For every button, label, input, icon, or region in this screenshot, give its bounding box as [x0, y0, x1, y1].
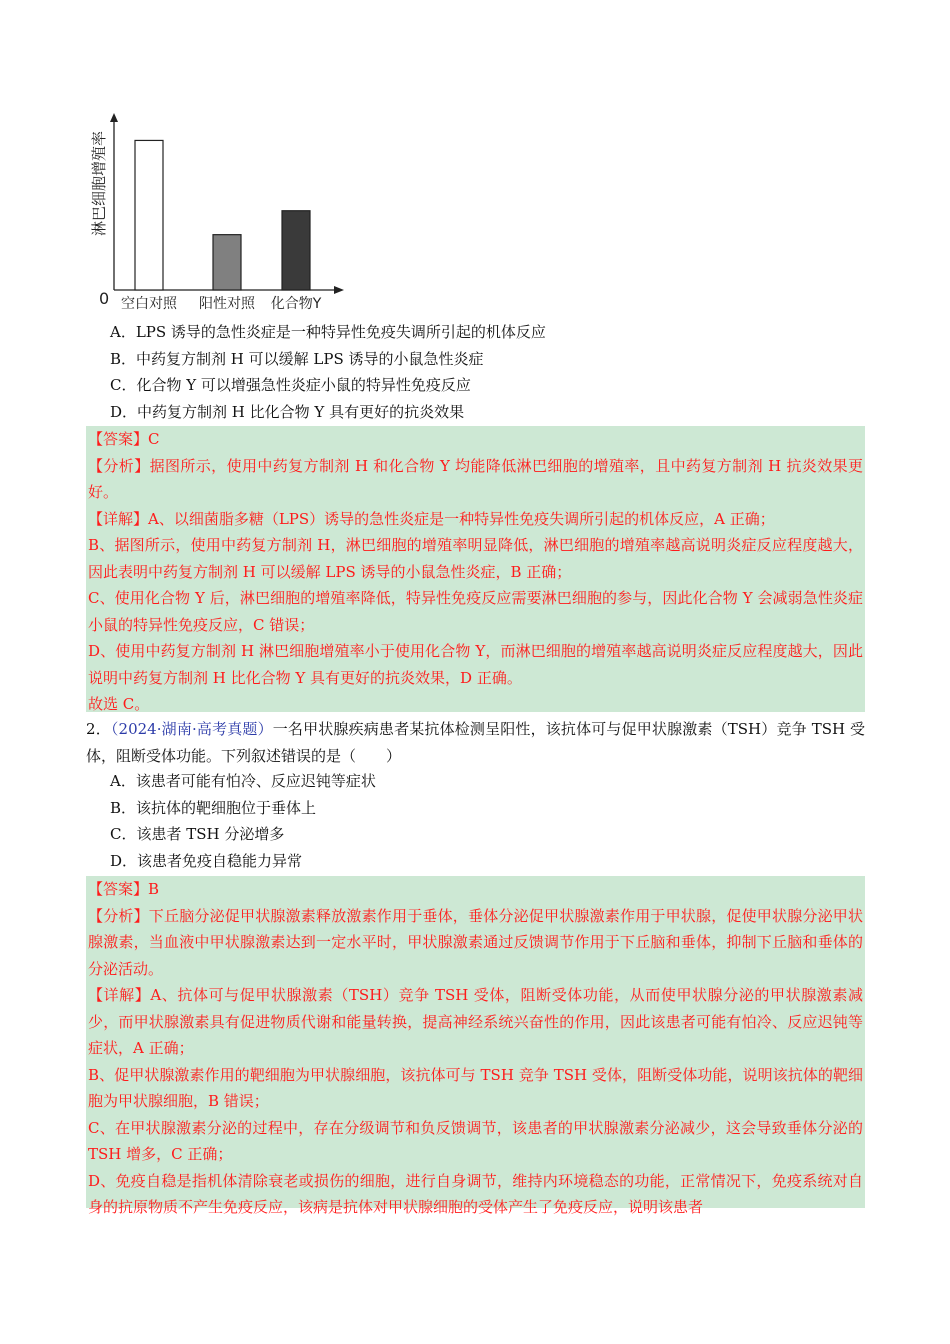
q1-detail-b: B、据图所示，使用中药复方制剂 H，淋巴细胞的增殖率明显降低，淋巴细胞的增殖率越高说明炎症反应程度越大，因此表明中药复方制剂 H 可以缓解 LPS 诱导的小鼠急性炎症，B 正确； — [88, 536, 863, 581]
q1-detail-c: C、使用化合物 Y 后，淋巴细胞的增殖率降低，特异性免疫反应需要淋巴细胞的参与，因此化合物 Y 会减弱急性炎症小鼠的特异性免疫反应，C 错误； — [88, 589, 863, 634]
q1-option-c: C．化合物 Y 可以增强急性炎症小鼠的特异性免疫反应 — [110, 376, 471, 394]
bar-1 — [135, 140, 163, 290]
q2-option-c: C．该患者 TSH 分泌增多 — [110, 825, 285, 843]
bar-2 — [213, 235, 241, 290]
x-tick-label-1: 空白对照 — [121, 296, 177, 312]
q2-stem-text: 一名甲状腺疾病患者某抗体检测呈阳性，该抗体可与促甲状腺激素（TSH）竞争 TSH 受体，阻断受体功能。下列叙述错误的是（ ） — [86, 720, 866, 765]
y-axis-label: 淋巴细胞增殖率 — [90, 130, 108, 236]
zero-label: 0 — [99, 289, 110, 308]
bar-chart — [86, 112, 366, 322]
q2-detail-c: C、在甲状腺激素分泌的过程中，存在分级调节和负反馈调节，该患者的甲状腺激素分泌减少，这会导致垂体分泌的 TSH 增多，C 正确； — [88, 1118, 863, 1163]
q2-option-a: A．该患者可能有怕冷、反应迟钝等症状 — [110, 772, 376, 790]
q2-detail-a: 【详解】A、抗体可与促甲状腺激素（TSH）竞争 TSH 受体，阻断受体功能，从而使甲状腺分泌的甲状腺激素减少，而甲状腺激素具有促进物质代谢和能量转换，提高神经系统兴奋性的作用，因此该患者可能有怕冷、反应迟钝等症状，A 正确； — [88, 986, 863, 1057]
bar-3 — [282, 211, 310, 290]
q2-stem — [86, 716, 865, 769]
q2-answer: 【答案】B — [88, 880, 160, 898]
q2-options — [110, 768, 376, 874]
chart-svg — [86, 112, 366, 322]
q2-source: （2024·湖南·高考真题） — [110, 720, 273, 738]
q1-options — [110, 319, 546, 425]
q1-option-a: A．LPS 诱导的急性炎症是一种特异性免疫失调所引起的机体反应 — [110, 323, 546, 341]
q1-answer: 【答案】C — [88, 430, 160, 448]
q1-option-d: D．中药复方制剂 H 比化合物 Y 具有更好的抗炎效果 — [110, 402, 465, 421]
q1-analysis: 【分析】据图所示，使用中药复方制剂 H 和化合物 Y 均能降低淋巴细胞的增殖率，且中药复方制剂 H 抗炎效果更好。 — [88, 456, 863, 501]
q1-conclusion: 故选 C。 — [88, 695, 150, 713]
x-tick-label-2: 阳性对照 — [199, 296, 255, 312]
q2-option-b: B．该抗体的靶细胞位于垂体上 — [110, 798, 317, 817]
q2-answer-box — [86, 876, 865, 1216]
q2-number: 2． — [86, 720, 111, 738]
q2-detail-d: D、免疫自稳是指机体清除衰老或损伤的细胞，进行自身调节，维持内环境稳态的功能，正常情况下，免疫系统对自身的抗原物质不产生免疫反应，该病是抗体对甲状腺细胞的受体产生了免疫反应，说明该患者 — [88, 1171, 863, 1216]
q2-detail-b: B、促甲状腺激素作用的靶细胞为甲状腺细胞，该抗体可与 TSH 竞争 TSH 受体，阻断受体功能，说明该抗体的靶细胞为甲状腺细胞，B 错误； — [88, 1065, 863, 1110]
q2-option-d: D．该患者免疫自稳能力异常 — [110, 851, 303, 870]
q1-detail-a: 【详解】A、以细菌脂多糖（LPS）诱导的急性炎症是一种特异性免疫失调所引起的机体反应，A 正确； — [88, 509, 775, 528]
x-tick-label-3: 化合物Y — [270, 296, 322, 312]
q1-option-b: B．中药复方制剂 H 可以缓解 LPS 诱导的小鼠急性炎症 — [110, 349, 484, 368]
q1-answer-box — [86, 426, 865, 712]
q2-analysis: 【分析】下丘脑分泌促甲状腺激素释放激素作用于垂体，垂体分泌促甲状腺激素作用于甲状腺，促使甲状腺分泌甲状腺激素，当血液中甲状腺激素达到一定水平时，甲状腺激素通过反馈调节作用于下丘脑和垂体，抑制下丘脑和垂体的分泌活动。 — [88, 906, 863, 978]
q1-detail-d: D、使用中药复方制剂 H 淋巴细胞增殖率小于使用化合物 Y，而淋巴细胞的增殖率越高说明炎症反应程度越大，因此说明中药复方制剂 H 比化合物 Y 具有更好的抗炎效果，D 正确。 — [88, 642, 863, 687]
